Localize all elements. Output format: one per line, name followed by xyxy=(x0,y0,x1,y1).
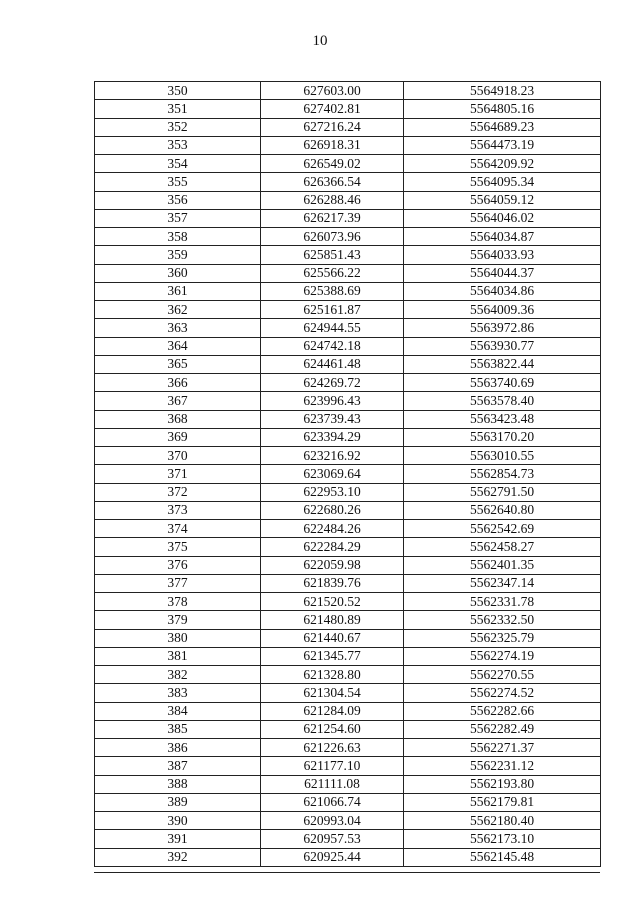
x-coordinate-cell: 622953.10 xyxy=(261,483,404,501)
x-coordinate-cell: 624742.18 xyxy=(261,337,404,355)
y-coordinate-cell: 5563972.86 xyxy=(404,319,601,337)
y-coordinate-cell: 5563740.69 xyxy=(404,374,601,392)
table-row xyxy=(95,118,601,136)
table-row xyxy=(95,428,601,446)
x-coordinate-cell: 627402.81 xyxy=(261,100,404,118)
table-row xyxy=(95,319,601,337)
y-coordinate-cell: 5564034.87 xyxy=(404,228,601,246)
table-row xyxy=(95,757,601,775)
point-number-cell: 353 xyxy=(95,136,261,154)
point-number-cell: 361 xyxy=(95,282,261,300)
y-coordinate-cell: 5562271.37 xyxy=(404,739,601,757)
y-coordinate-cell: 5563578.40 xyxy=(404,392,601,410)
point-number-cell: 374 xyxy=(95,520,261,538)
point-number-cell: 373 xyxy=(95,501,261,519)
point-number-cell: 354 xyxy=(95,155,261,173)
point-number-cell: 379 xyxy=(95,611,261,629)
point-number-cell: 370 xyxy=(95,447,261,465)
y-coordinate-cell: 5562180.40 xyxy=(404,812,601,830)
x-coordinate-cell: 620993.04 xyxy=(261,812,404,830)
table-row xyxy=(95,593,601,611)
table-row xyxy=(95,100,601,118)
x-coordinate-cell: 626288.46 xyxy=(261,191,404,209)
y-coordinate-cell: 5564689.23 xyxy=(404,118,601,136)
table-row xyxy=(95,337,601,355)
y-coordinate-cell: 5564044.37 xyxy=(404,264,601,282)
y-coordinate-cell: 5562854.73 xyxy=(404,465,601,483)
table-row xyxy=(95,82,601,100)
table-row xyxy=(95,136,601,154)
x-coordinate-cell: 625161.87 xyxy=(261,301,404,319)
point-number-cell: 382 xyxy=(95,666,261,684)
table-row xyxy=(95,830,601,848)
point-number-cell: 380 xyxy=(95,629,261,647)
x-coordinate-cell: 621839.76 xyxy=(261,574,404,592)
point-number-cell: 389 xyxy=(95,793,261,811)
y-coordinate-cell: 5563930.77 xyxy=(404,337,601,355)
table-row xyxy=(95,228,601,246)
table-row xyxy=(95,629,601,647)
point-number-cell: 357 xyxy=(95,209,261,227)
y-coordinate-cell: 5562640.80 xyxy=(404,501,601,519)
y-coordinate-cell: 5564805.16 xyxy=(404,100,601,118)
y-coordinate-cell: 5562274.52 xyxy=(404,684,601,702)
point-number-cell: 351 xyxy=(95,100,261,118)
x-coordinate-cell: 621254.60 xyxy=(261,720,404,738)
x-coordinate-cell: 627216.24 xyxy=(261,118,404,136)
x-coordinate-cell: 625388.69 xyxy=(261,282,404,300)
y-coordinate-cell: 5564473.19 xyxy=(404,136,601,154)
point-number-cell: 377 xyxy=(95,574,261,592)
y-coordinate-cell: 5562173.10 xyxy=(404,830,601,848)
x-coordinate-cell: 626073.96 xyxy=(261,228,404,246)
point-number-cell: 368 xyxy=(95,410,261,428)
y-coordinate-cell: 5563170.20 xyxy=(404,428,601,446)
y-coordinate-cell: 5562179.81 xyxy=(404,793,601,811)
table-row xyxy=(95,702,601,720)
table-row xyxy=(95,848,601,866)
point-number-cell: 392 xyxy=(95,848,261,866)
x-coordinate-cell: 626918.31 xyxy=(261,136,404,154)
x-coordinate-cell: 621520.52 xyxy=(261,593,404,611)
table-row xyxy=(95,666,601,684)
table-row xyxy=(95,155,601,173)
point-number-cell: 386 xyxy=(95,739,261,757)
x-coordinate-cell: 621328.80 xyxy=(261,666,404,684)
point-number-cell: 350 xyxy=(95,82,261,100)
x-coordinate-cell: 623069.64 xyxy=(261,465,404,483)
x-coordinate-cell: 622059.98 xyxy=(261,556,404,574)
y-coordinate-cell: 5562401.35 xyxy=(404,556,601,574)
point-number-cell: 381 xyxy=(95,647,261,665)
y-coordinate-cell: 5564033.93 xyxy=(404,246,601,264)
table-row xyxy=(95,173,601,191)
y-coordinate-cell: 5564095.34 xyxy=(404,173,601,191)
x-coordinate-cell: 621284.09 xyxy=(261,702,404,720)
x-coordinate-cell: 626366.54 xyxy=(261,173,404,191)
y-coordinate-cell: 5562331.78 xyxy=(404,593,601,611)
table-row xyxy=(95,301,601,319)
y-coordinate-cell: 5564918.23 xyxy=(404,82,601,100)
x-coordinate-cell: 621345.77 xyxy=(261,647,404,665)
x-coordinate-cell: 623739.43 xyxy=(261,410,404,428)
y-coordinate-cell: 5562325.79 xyxy=(404,629,601,647)
table-row xyxy=(95,191,601,209)
point-number-cell: 376 xyxy=(95,556,261,574)
table-row xyxy=(95,611,601,629)
x-coordinate-cell: 622284.29 xyxy=(261,538,404,556)
point-number-cell: 360 xyxy=(95,264,261,282)
x-coordinate-cell: 621480.89 xyxy=(261,611,404,629)
point-number-cell: 369 xyxy=(95,428,261,446)
x-coordinate-cell: 621440.67 xyxy=(261,629,404,647)
coordinates-table-body xyxy=(95,82,601,867)
point-number-cell: 378 xyxy=(95,593,261,611)
point-number-cell: 391 xyxy=(95,830,261,848)
x-coordinate-cell: 625851.43 xyxy=(261,246,404,264)
point-number-cell: 390 xyxy=(95,812,261,830)
table-row xyxy=(95,264,601,282)
y-coordinate-cell: 5563822.44 xyxy=(404,355,601,373)
y-coordinate-cell: 5562282.49 xyxy=(404,720,601,738)
y-coordinate-cell: 5562231.12 xyxy=(404,757,601,775)
table-row xyxy=(95,647,601,665)
x-coordinate-cell: 621111.08 xyxy=(261,775,404,793)
y-coordinate-cell: 5562542.69 xyxy=(404,520,601,538)
point-number-cell: 363 xyxy=(95,319,261,337)
x-coordinate-cell: 621177.10 xyxy=(261,757,404,775)
point-number-cell: 385 xyxy=(95,720,261,738)
table-row xyxy=(95,483,601,501)
y-coordinate-cell: 5562274.19 xyxy=(404,647,601,665)
x-coordinate-cell: 624461.48 xyxy=(261,355,404,373)
x-coordinate-cell: 623216.92 xyxy=(261,447,404,465)
table-row xyxy=(95,793,601,811)
x-coordinate-cell: 620957.53 xyxy=(261,830,404,848)
point-number-cell: 372 xyxy=(95,483,261,501)
y-coordinate-cell: 5562282.66 xyxy=(404,702,601,720)
y-coordinate-cell: 5562193.80 xyxy=(404,775,601,793)
y-coordinate-cell: 5564059.12 xyxy=(404,191,601,209)
point-number-cell: 365 xyxy=(95,355,261,373)
point-number-cell: 358 xyxy=(95,228,261,246)
table-row xyxy=(95,374,601,392)
point-number-cell: 383 xyxy=(95,684,261,702)
x-coordinate-cell: 625566.22 xyxy=(261,264,404,282)
point-number-cell: 362 xyxy=(95,301,261,319)
point-number-cell: 388 xyxy=(95,775,261,793)
table-row xyxy=(95,775,601,793)
y-coordinate-cell: 5563010.55 xyxy=(404,447,601,465)
y-coordinate-cell: 5564009.36 xyxy=(404,301,601,319)
y-coordinate-cell: 5562791.50 xyxy=(404,483,601,501)
x-coordinate-cell: 623996.43 xyxy=(261,392,404,410)
point-number-cell: 356 xyxy=(95,191,261,209)
table-row xyxy=(95,355,601,373)
y-coordinate-cell: 5564209.92 xyxy=(404,155,601,173)
point-number-cell: 355 xyxy=(95,173,261,191)
table-row xyxy=(95,209,601,227)
table-row xyxy=(95,538,601,556)
point-number-cell: 384 xyxy=(95,702,261,720)
y-coordinate-cell: 5562458.27 xyxy=(404,538,601,556)
y-coordinate-cell: 5564034.86 xyxy=(404,282,601,300)
table-row xyxy=(95,501,601,519)
y-coordinate-cell: 5562270.55 xyxy=(404,666,601,684)
x-coordinate-cell: 622484.26 xyxy=(261,520,404,538)
y-coordinate-cell: 5564046.02 xyxy=(404,209,601,227)
y-coordinate-cell: 5562332.50 xyxy=(404,611,601,629)
table-row xyxy=(95,447,601,465)
x-coordinate-cell: 620925.44 xyxy=(261,848,404,866)
table-row xyxy=(95,739,601,757)
table-row xyxy=(95,465,601,483)
table-row xyxy=(95,574,601,592)
point-number-cell: 387 xyxy=(95,757,261,775)
table-row xyxy=(95,282,601,300)
table-row xyxy=(95,684,601,702)
y-coordinate-cell: 5562347.14 xyxy=(404,574,601,592)
table-row xyxy=(95,246,601,264)
x-coordinate-cell: 623394.29 xyxy=(261,428,404,446)
point-number-cell: 367 xyxy=(95,392,261,410)
point-number-cell: 364 xyxy=(95,337,261,355)
table-row xyxy=(95,520,601,538)
coordinates-table xyxy=(94,81,601,867)
x-coordinate-cell: 624944.55 xyxy=(261,319,404,337)
x-coordinate-cell: 627603.00 xyxy=(261,82,404,100)
x-coordinate-cell: 626549.02 xyxy=(261,155,404,173)
table-row xyxy=(95,720,601,738)
table-row xyxy=(95,410,601,428)
y-coordinate-cell: 5562145.48 xyxy=(404,848,601,866)
point-number-cell: 375 xyxy=(95,538,261,556)
point-number-cell: 359 xyxy=(95,246,261,264)
x-coordinate-cell: 621226.63 xyxy=(261,739,404,757)
x-coordinate-cell: 621304.54 xyxy=(261,684,404,702)
x-coordinate-cell: 621066.74 xyxy=(261,793,404,811)
x-coordinate-cell: 626217.39 xyxy=(261,209,404,227)
point-number-cell: 366 xyxy=(95,374,261,392)
point-number-cell: 352 xyxy=(95,118,261,136)
y-coordinate-cell: 5563423.48 xyxy=(404,410,601,428)
x-coordinate-cell: 624269.72 xyxy=(261,374,404,392)
x-coordinate-cell: 622680.26 xyxy=(261,501,404,519)
point-number-cell: 371 xyxy=(95,465,261,483)
table-row xyxy=(95,812,601,830)
bottom-rule xyxy=(94,872,600,873)
table-row xyxy=(95,556,601,574)
page-number: 10 xyxy=(312,33,328,49)
table-row xyxy=(95,392,601,410)
